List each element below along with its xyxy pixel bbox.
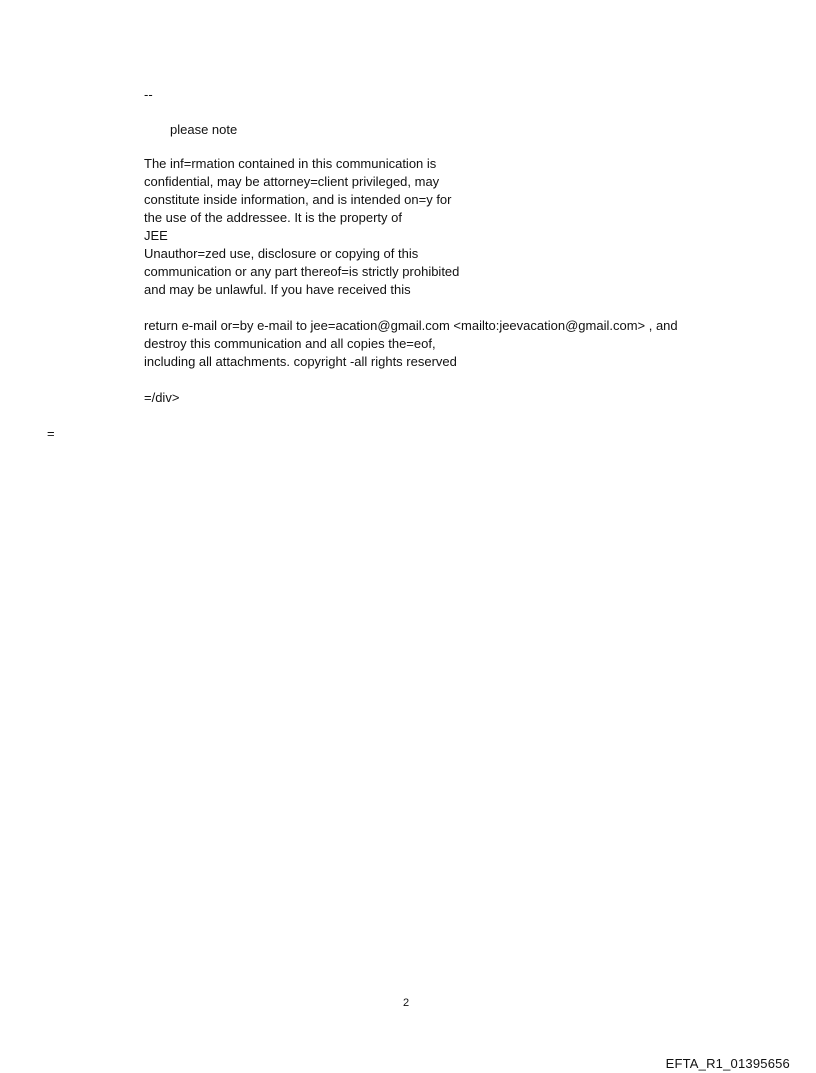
return-line: destroy this communication and all copies the=eof, <box>144 336 436 351</box>
paragraph-line: confidential, may be attorney=client privileged, may <box>144 174 440 189</box>
paragraph-line: Unauthor=zed use, disclosure or copying of this <box>144 246 419 261</box>
paragraph-line: communication or any part thereof=is strictly prohibited <box>144 264 460 279</box>
return-line: including all attachments. copyright -all rights reserved <box>144 354 457 369</box>
page-number: 2 <box>403 997 410 1009</box>
paragraph-line: and may be unlawful. If you have received this <box>144 282 411 297</box>
separator-line: -- <box>144 87 153 102</box>
paragraph-line: The inf=rmation contained in this communication is <box>144 156 437 171</box>
document-id-footer: EFTA_R1_01395656 <box>665 1056 790 1071</box>
return-instructions <box>144 317 784 371</box>
paragraph-line: JEE <box>144 228 168 243</box>
stray-equals-sign: = <box>47 426 55 441</box>
paragraph-line: the use of the addressee. It is the property of <box>144 210 402 225</box>
note-heading: please note <box>170 122 238 137</box>
return-line: return e-mail or=by e-mail to jee=acation@gmail.com <mailto:jeevacation@gmail.com> , and <box>144 318 678 333</box>
closing-tag-text: =/div> <box>144 390 180 405</box>
confidentiality-paragraph <box>144 155 764 299</box>
paragraph-line: constitute inside information, and is intended on=y for <box>144 192 452 207</box>
